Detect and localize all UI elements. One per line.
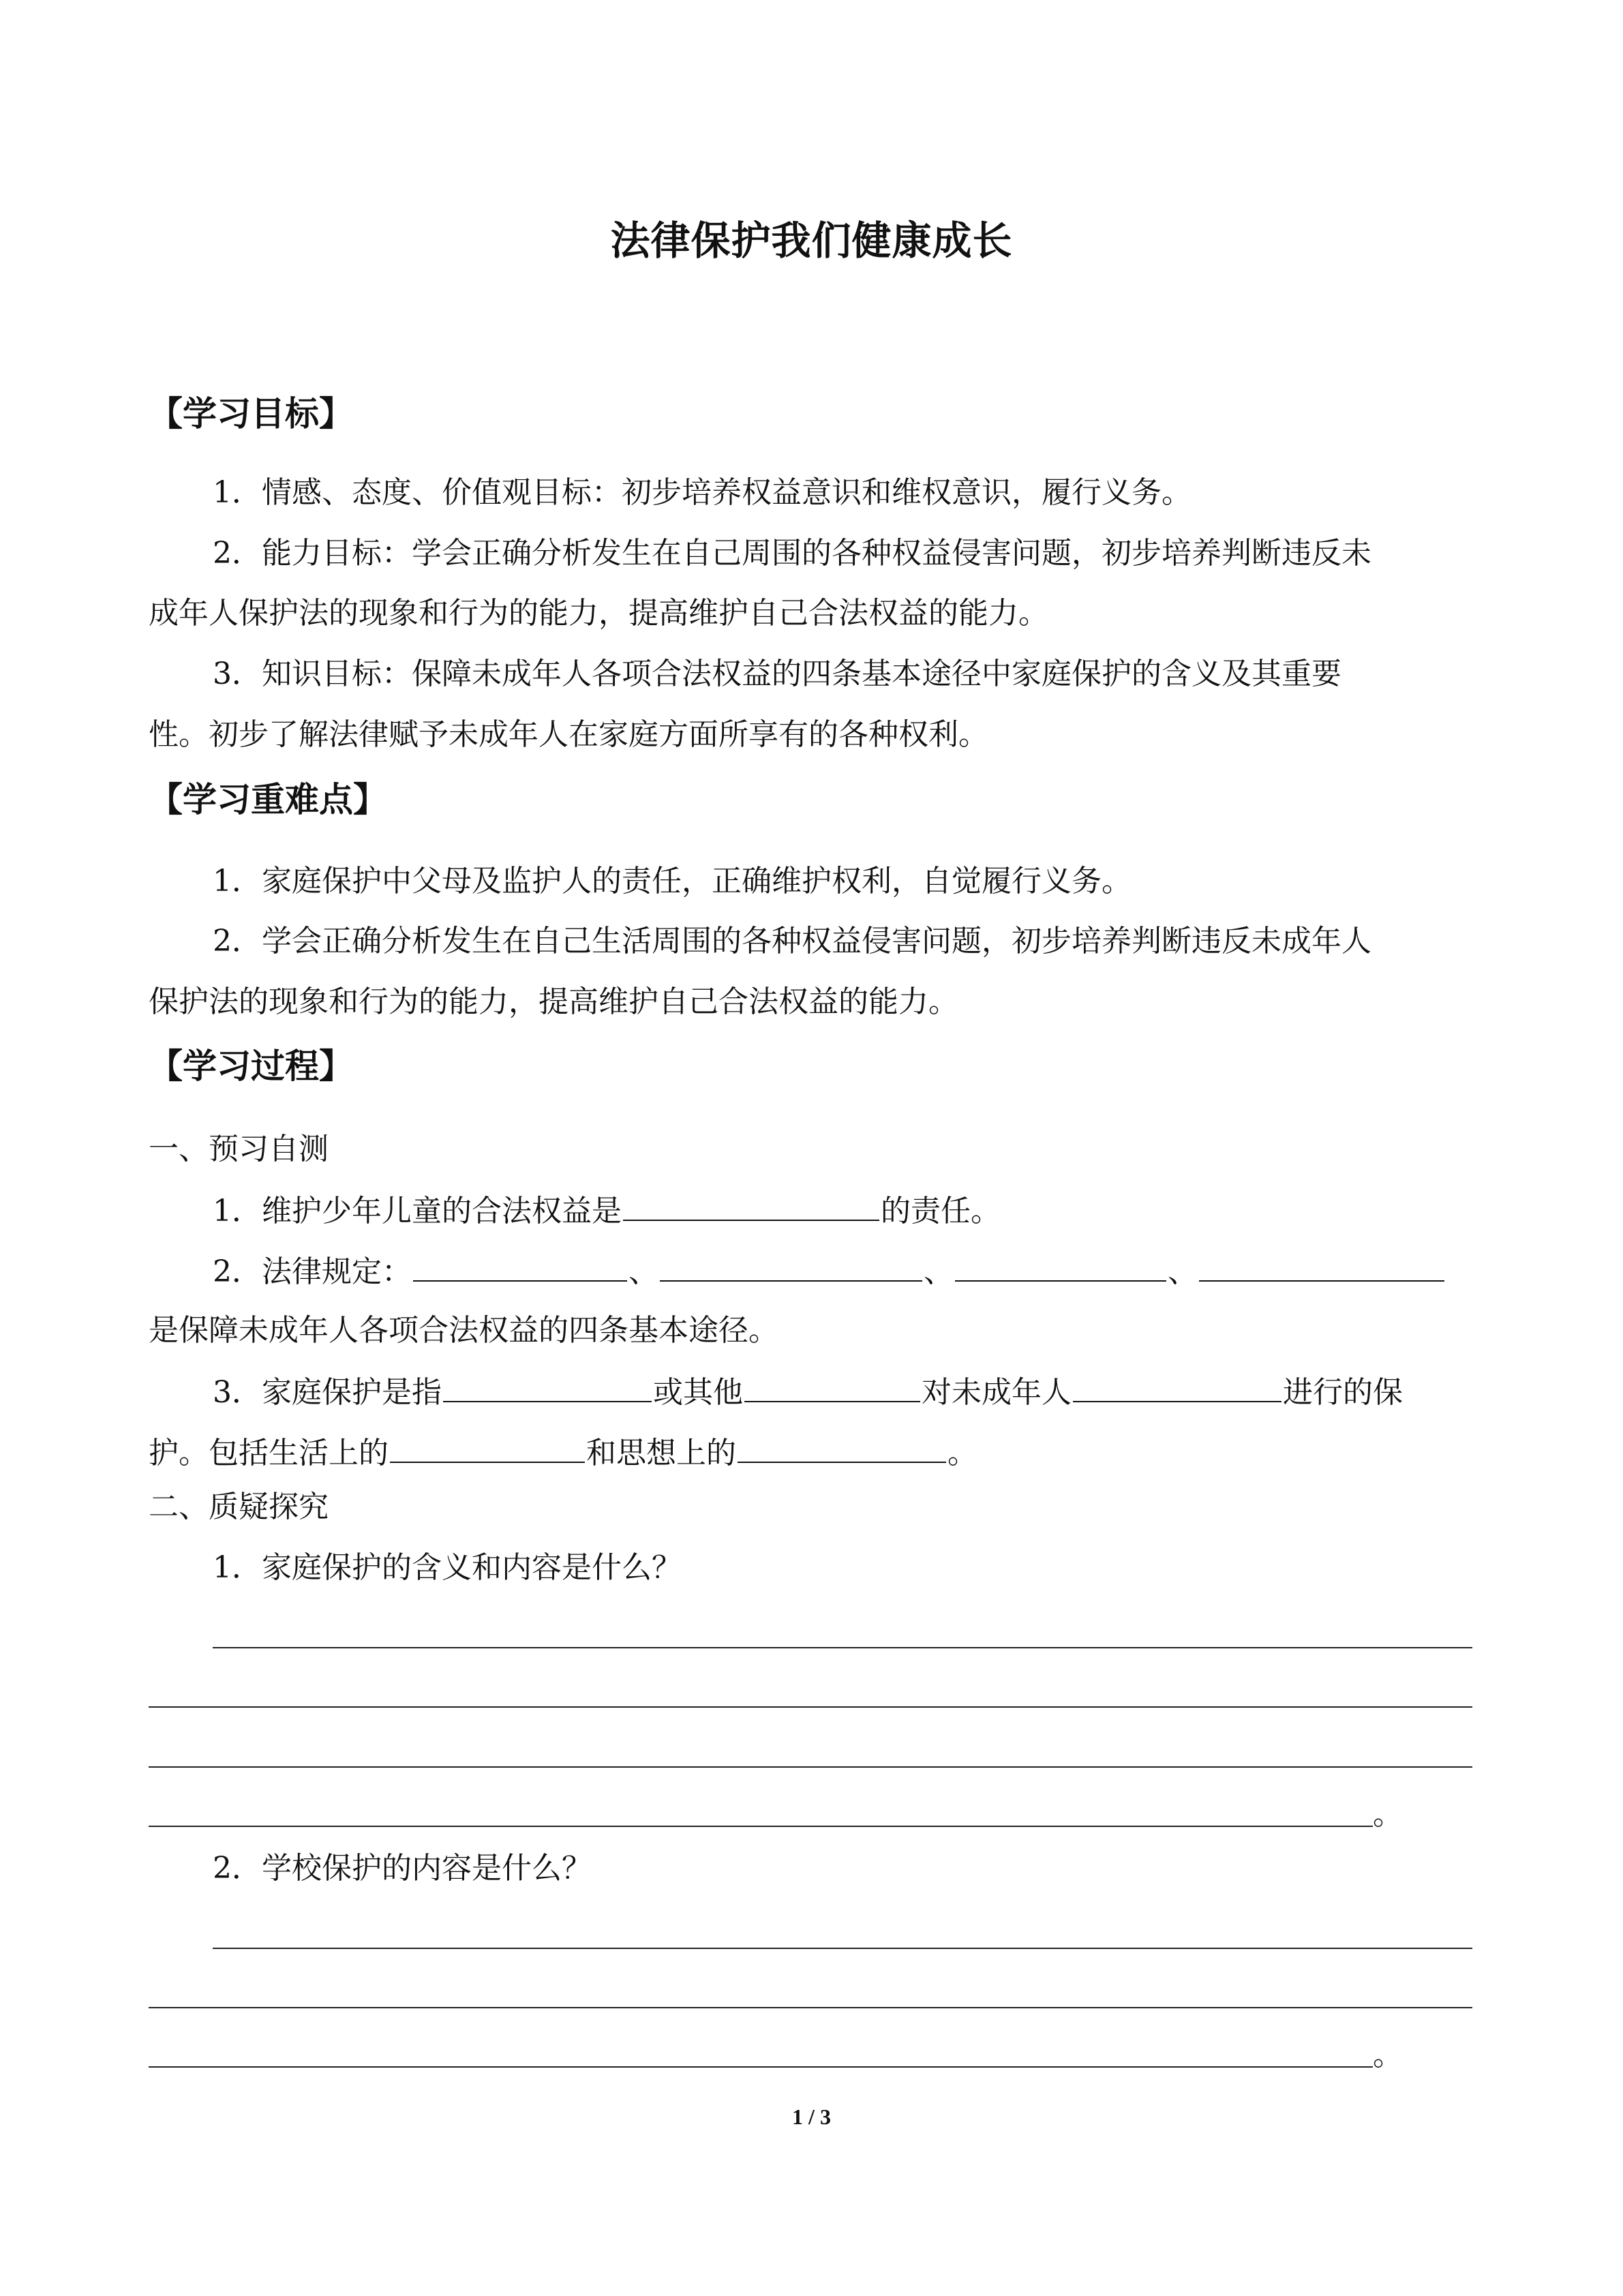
preview-q3-text: 3．家庭保护是指 (213, 1375, 442, 1410)
preview-q3-text: 进行的保 (1283, 1375, 1403, 1410)
answer-blank[interactable] (623, 1190, 879, 1221)
answer-blank[interactable] (955, 1250, 1166, 1282)
key-point-1: 1．家庭保护中父母及监护人的责任，正确维护权利，自觉履行义务。 (213, 864, 1132, 898)
inquiry-label: 二、质疑探究 (149, 1490, 329, 1524)
key-point-2-line-2: 保护法的现象和行为的能力，提高维护自己合法权益的能力。 (149, 984, 958, 1019)
answer-blank[interactable] (390, 1432, 585, 1463)
preview-q3-text: 。 (947, 1436, 977, 1470)
answer-blank[interactable] (738, 1432, 946, 1463)
page-number: 1 / 3 (792, 2104, 831, 2129)
preview-question-3-line-2 (149, 1432, 977, 1474)
answer-blank[interactable] (413, 1250, 627, 1282)
preview-q3-text: 护。包括生活上的 (149, 1436, 389, 1470)
preview-label: 一、预习自测 (149, 1132, 329, 1166)
preview-question-3-line-1 (213, 1371, 1403, 1413)
page-title: 法律保护我们健康成长 (610, 217, 1013, 264)
answer-line[interactable] (213, 1948, 1472, 1949)
preview-q2-prefix: 2．法律规定： (213, 1254, 412, 1289)
inquiry-question-2: 2．学校保护的内容是什么？ (213, 1851, 592, 1886)
separator: 、 (628, 1254, 658, 1289)
answer-line[interactable] (213, 1647, 1472, 1648)
goal-3-line-1: 3．知识目标：保障未成年人各项合法权益的四条基本途径中家庭保护的含义及其重要 (213, 656, 1341, 691)
answer-line[interactable] (149, 1826, 1373, 1827)
preview-q1-suffix: 的责任。 (881, 1194, 1001, 1228)
answer-blank[interactable] (1199, 1250, 1444, 1282)
section-heading-goals: 【学习目标】 (149, 394, 353, 434)
preview-question-2-continued: 是保障未成年人各项合法权益的四条基本途径。 (149, 1313, 778, 1348)
preview-question-1 (213, 1190, 1001, 1232)
preview-q3-text: 或其他 (653, 1375, 743, 1410)
answer-blank[interactable] (443, 1371, 652, 1402)
answer-line[interactable] (149, 1706, 1472, 1708)
section-heading-key-points: 【学习重难点】 (149, 780, 387, 819)
preview-q1-prefix: 1．维护少年儿童的合法权益是 (213, 1194, 622, 1228)
answer-line[interactable] (149, 2007, 1472, 2008)
end-mark: 。 (1373, 2038, 1403, 2072)
preview-q3-text: 和思想上的 (586, 1436, 736, 1470)
answer-line[interactable] (149, 1766, 1472, 1768)
key-point-2-line-1: 2．学会正确分析发生在自己生活周围的各种权益侵害问题，初步培养判断违反未成年人 (213, 924, 1371, 958)
goal-3-line-2: 性。初步了解法律赋予未成年人在家庭方面所享有的各种权利。 (149, 717, 988, 752)
preview-q3-text: 对未成年人 (922, 1375, 1072, 1410)
inquiry-question-1: 1．家庭保护的含义和内容是什么？ (213, 1550, 682, 1585)
separator: 、 (1168, 1254, 1198, 1289)
answer-blank[interactable] (660, 1250, 922, 1282)
answer-blank[interactable] (1073, 1371, 1281, 1402)
preview-question-2 (213, 1250, 1446, 1293)
end-mark: 。 (1373, 1797, 1403, 1832)
goal-1: 1．情感、态度、价值观目标：初步培养权益意识和维权意识，履行义务。 (213, 475, 1192, 510)
answer-line[interactable] (149, 2066, 1373, 2068)
goal-2-line-1: 2．能力目标：学会正确分析发生在自己周围的各种权益侵害问题，初步培养判断违反未 (213, 536, 1371, 571)
section-heading-process: 【学习过程】 (149, 1046, 353, 1086)
goal-2-line-2: 成年人保护法的现象和行为的能力，提高维护自己合法权益的能力。 (149, 596, 1048, 631)
separator: 、 (924, 1254, 954, 1289)
answer-blank[interactable] (744, 1371, 920, 1402)
